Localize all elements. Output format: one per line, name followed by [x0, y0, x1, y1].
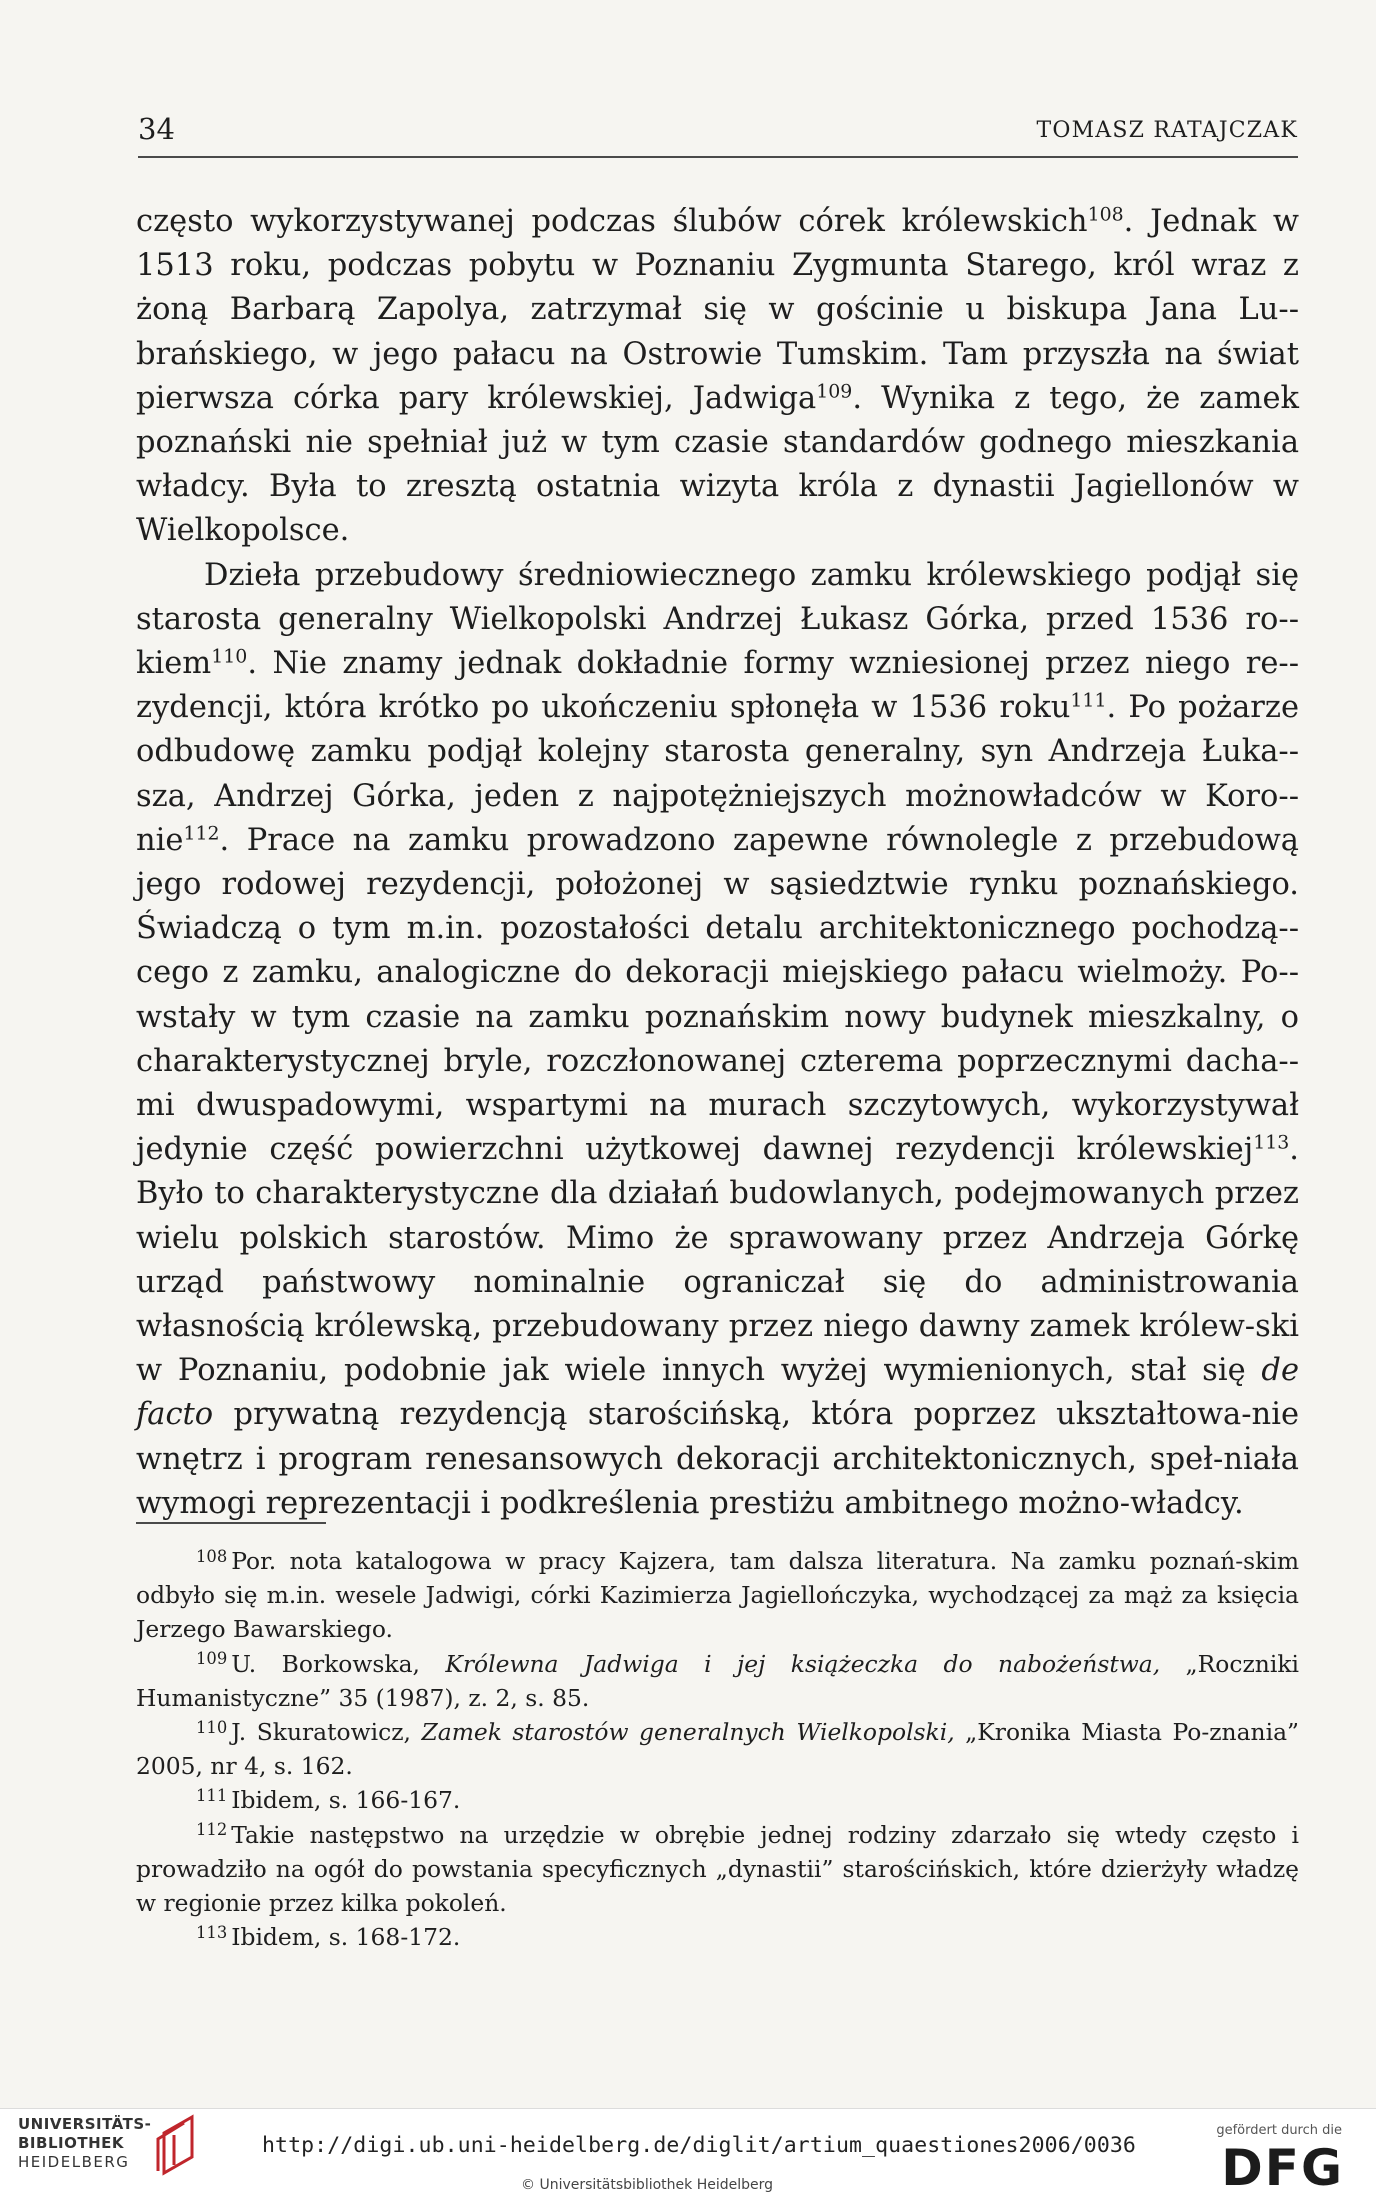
text-run: U. Borkowska, — [231, 1649, 446, 1678]
footnote-separator — [136, 1522, 326, 1524]
paragraph — [136, 554, 1299, 1526]
text-run: . Nie znamy jednak dokładnie formy wzniesionej przez niego re-zydencji, która krótko po ukończeniu spłonęła w 1536 roku — [136, 646, 1299, 726]
text-run: . Było to charakterystyczne dla działań budowlanych, podejmowanych przez wielu polskich starostów. Mimo że sprawowany przez Andrzeja Górkę urząd państwowy nominalnie ograniczał się do administrowania własnością królewską, przebudowany przez niego dawny zamek królew-ski w Poznaniu, podobnie jak wiele innych wyżej wymienionych, stał się — [136, 1132, 1299, 1389]
footnote-number: 109 — [196, 1649, 228, 1669]
running-head-author: TOMASZ RATAJCZAK — [1036, 118, 1298, 143]
text-run: Takie następstwo na urzędzie w obrębie jednej rodziny zdarzało się wtedy często i prowadziło na ogół do powstania specyficznych „dynastii” starościńskich, które dzierżyły władzę w regionie przez kilka pokoleń. — [136, 1820, 1299, 1918]
permalink-url[interactable]: http://digi.ub.uni-heidelberg.de/diglit/artium_quaestiones2006/0036 — [262, 2133, 1136, 2158]
text-run: często wykorzystywanej podczas ślubów córek królewskich — [136, 204, 1088, 239]
library-name-line1: UNIVERSITÄTS- — [18, 2115, 152, 2133]
text-run: J. Skuratowicz, — [231, 1718, 422, 1747]
footnote-number: 113 — [196, 1922, 228, 1942]
text-run: . Wynika z tego, że zamek poznański nie spełniał już w tym czasie standardów godnego mieszkania władcy. Była to zresztą ostatnia wizyta króla z dynastii Jagiellonów w Wielkopolsce. — [136, 380, 1299, 549]
text-run: . Po pożarze odbudowę zamku podjął kolejny starosta generalny, syn Andrzeja Łuka-sza, Andrzej Górka, jeden z najpotężniejszych możnowładców w Koro-nie — [136, 690, 1299, 858]
text-run: „Kronika Miasta Po-znania” 2005, nr 4, s. 162. — [136, 1718, 1299, 1781]
footnote — [136, 1783, 1299, 1817]
library-logo-icon — [152, 2113, 196, 2177]
footnote-reference[interactable]: 109 — [816, 380, 853, 403]
footnote-reference[interactable]: 108 — [1087, 203, 1124, 226]
text-run: . Prace na zamku prowadzono zapewne równolegle z przebudową jego rodowej rezydencji, położonej w sąsiedztwie rynku poznańskiego. Świadczą o tym m.in. pozostałości detalu architektonicznego pochodzą-cego z zamku, analogiczne do dekoracji miejskiego pałacu wielmoży. Po-wstały w tym czasie na zamku poznańskim nowy budynek mieszkalny, o charakterystycznej bryle, rozczłonowanej czterema poprzecznymi dacha-mi dwuspadowymi, wspartymi na murach szczytowych, wykorzystywał jedynie część powierzchni użytkowej dawnej rezydencji królewskiej — [136, 822, 1299, 1168]
text-run: „Roczniki Humanistyczne” 35 (1987), z. 2, s. 85. — [136, 1649, 1299, 1712]
library-name-line3: HEIDELBERG — [18, 2153, 130, 2171]
footnote — [136, 1544, 1299, 1647]
footnote-number: 112 — [196, 1820, 228, 1840]
footnote — [136, 1920, 1299, 1954]
body-text — [136, 200, 1299, 1526]
italic-text: Królewna Jadwiga i jej książeczka do nabożeństwa, — [445, 1649, 1161, 1678]
footnote-reference[interactable]: 110 — [211, 645, 248, 668]
footnote-reference[interactable]: 113 — [1253, 1131, 1290, 1154]
footnote — [136, 1715, 1299, 1783]
viewer-footer — [0, 2108, 1376, 2207]
paragraph — [136, 200, 1299, 554]
text-run: Ibidem, s. 166-167. — [231, 1786, 461, 1815]
footnote-number: 111 — [196, 1786, 228, 1806]
library-logo-text[interactable] — [18, 2115, 151, 2172]
footnote-reference[interactable]: 111 — [1070, 689, 1107, 712]
text-run: Dzieła przebudowy średniowiecznego zamku królewskiego podjął się starosta generalny Wielkopolski Andrzej Łukasz Górka, przed 1536 ro-kiem — [136, 557, 1299, 682]
library-name-line2: BIBLIOTHEK — [18, 2134, 124, 2152]
footnote — [136, 1647, 1299, 1715]
footnote-number: 108 — [196, 1546, 228, 1566]
footnote-number: 110 — [196, 1717, 228, 1737]
italic-text: Zamek starostów generalnych Wielkopolski, — [421, 1718, 955, 1747]
footnote-reference[interactable]: 112 — [183, 822, 220, 845]
text-run: prywatną rezydencją starościńską, która poprzez ukształtowa-nie wnętrz i program renesansowych dekoracji architektonicznych, speł-niała wymogi reprezentacji i podkreślenia prestiżu ambitnego możno-władcy. — [136, 1397, 1299, 1521]
text-run: Ibidem, s. 168-172. — [231, 1923, 461, 1952]
italic-text: de facto — [136, 1353, 1299, 1433]
copyright-notice: © Universitätsbibliothek Heidelberg — [521, 2177, 774, 2193]
text-run: . Jednak w 1513 roku, podczas pobytu w Poznaniu Zygmunta Starego, król wraz z żoną Barbarą Zapolya, zatrzymał się w gościnie u biskupa Jana Lu-brańskiego, w jego pałacu na Ostrowie Tumskim. Tam przyszła na świat pierwsza córka pary królewskiej, Jadwiga — [136, 204, 1299, 416]
page-number: 34 — [138, 112, 175, 146]
footnote — [136, 1818, 1299, 1921]
footnotes — [136, 1544, 1299, 1954]
dfg-logo[interactable]: DFG — [1221, 2139, 1344, 2197]
text-run: Por. nota katalogowa w pracy Kajzera, tam dalsza literatura. Na zamku poznań-skim odbyło się m.in. wesele Jadwigi, córki Kazimierza Jagiellończyka, wychodzącej za mąż za księcia Jerzego Bawarskiego. — [136, 1547, 1299, 1644]
funder-caption: gefördert durch die — [1216, 2123, 1342, 2138]
running-head — [138, 112, 1298, 158]
